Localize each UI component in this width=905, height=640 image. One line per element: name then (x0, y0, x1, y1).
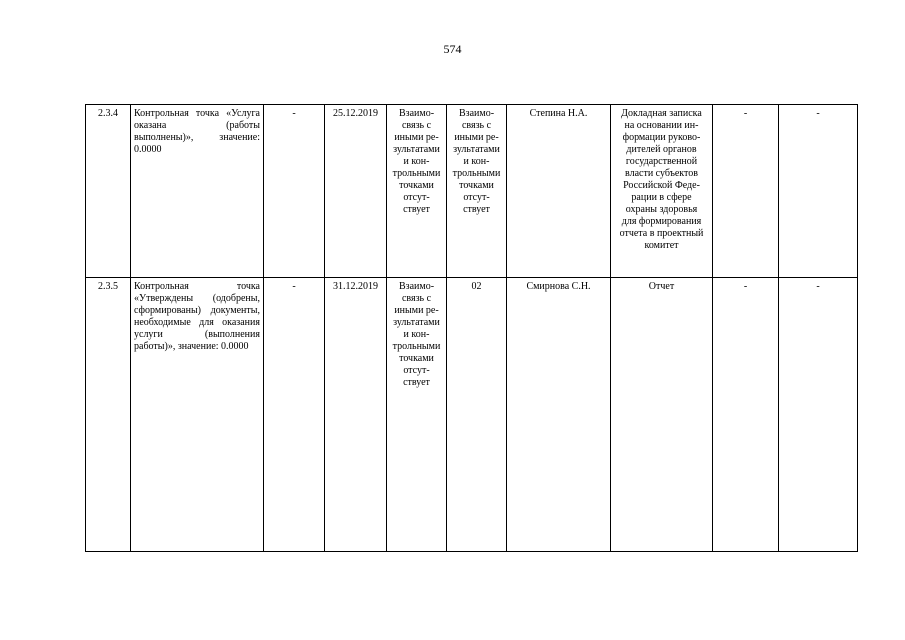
empty-value-cell: - (264, 278, 325, 552)
empty-value-cell-3: - (779, 278, 858, 552)
empty-value-cell-3: - (779, 105, 858, 278)
date-cell: 31.12.2019 (325, 278, 387, 552)
relation-cell (387, 278, 447, 552)
table-row (86, 278, 858, 552)
document-text: Докладная записка на основании ин- формации руково- дителей органов государственной власти субъектов Российской Феде- рации в сфере охраны здоровья для формирования отчета в проектный комитет (619, 108, 704, 251)
relation-text: Взаимо- связь с иными ре- зультатами и кон- трольными точками отсут- ствует (392, 281, 441, 388)
control-point-name: Контрольная точка «Услуга оказана (работы выполнены)», значение: 0.0000 (134, 108, 260, 155)
responsible-cell: Смирнова С.Н. (507, 278, 611, 552)
row-number-cell: 2.3.4 (86, 105, 131, 278)
relation-text-2: 02 (471, 281, 482, 292)
responsible-cell: Степина Н.А. (507, 105, 611, 278)
relation-text: Взаимо- связь с иными ре- зультатами и кон- трольными точками отсут- ствует (392, 108, 441, 215)
row-number-cell: 2.3.5 (86, 278, 131, 552)
relation-text-2: Взаимо- связь с иными ре- зультатами и кон- трольными точками отсут- ствует (452, 108, 501, 215)
control-point-name: Контрольная точка «Утверждены (одобрены, сформированы) документы, необходимые для оказания услуги (выполнения работы)», значение: 0.0000 (134, 281, 260, 352)
document-text: Отчет (648, 281, 675, 292)
control-point-name-cell (131, 105, 264, 278)
table-row (86, 105, 858, 278)
document-cell (611, 105, 713, 278)
control-point-name-cell (131, 278, 264, 552)
empty-value-cell-2: - (713, 278, 779, 552)
empty-value-cell-2: - (713, 105, 779, 278)
document-cell (611, 278, 713, 552)
relation-cell (387, 105, 447, 278)
page-number: 574 (443, 42, 462, 56)
control-points-table (85, 104, 858, 552)
empty-value-cell: - (264, 105, 325, 278)
date-cell: 25.12.2019 (325, 105, 387, 278)
relation-cell-2 (447, 105, 507, 278)
relation-cell-2 (447, 278, 507, 552)
